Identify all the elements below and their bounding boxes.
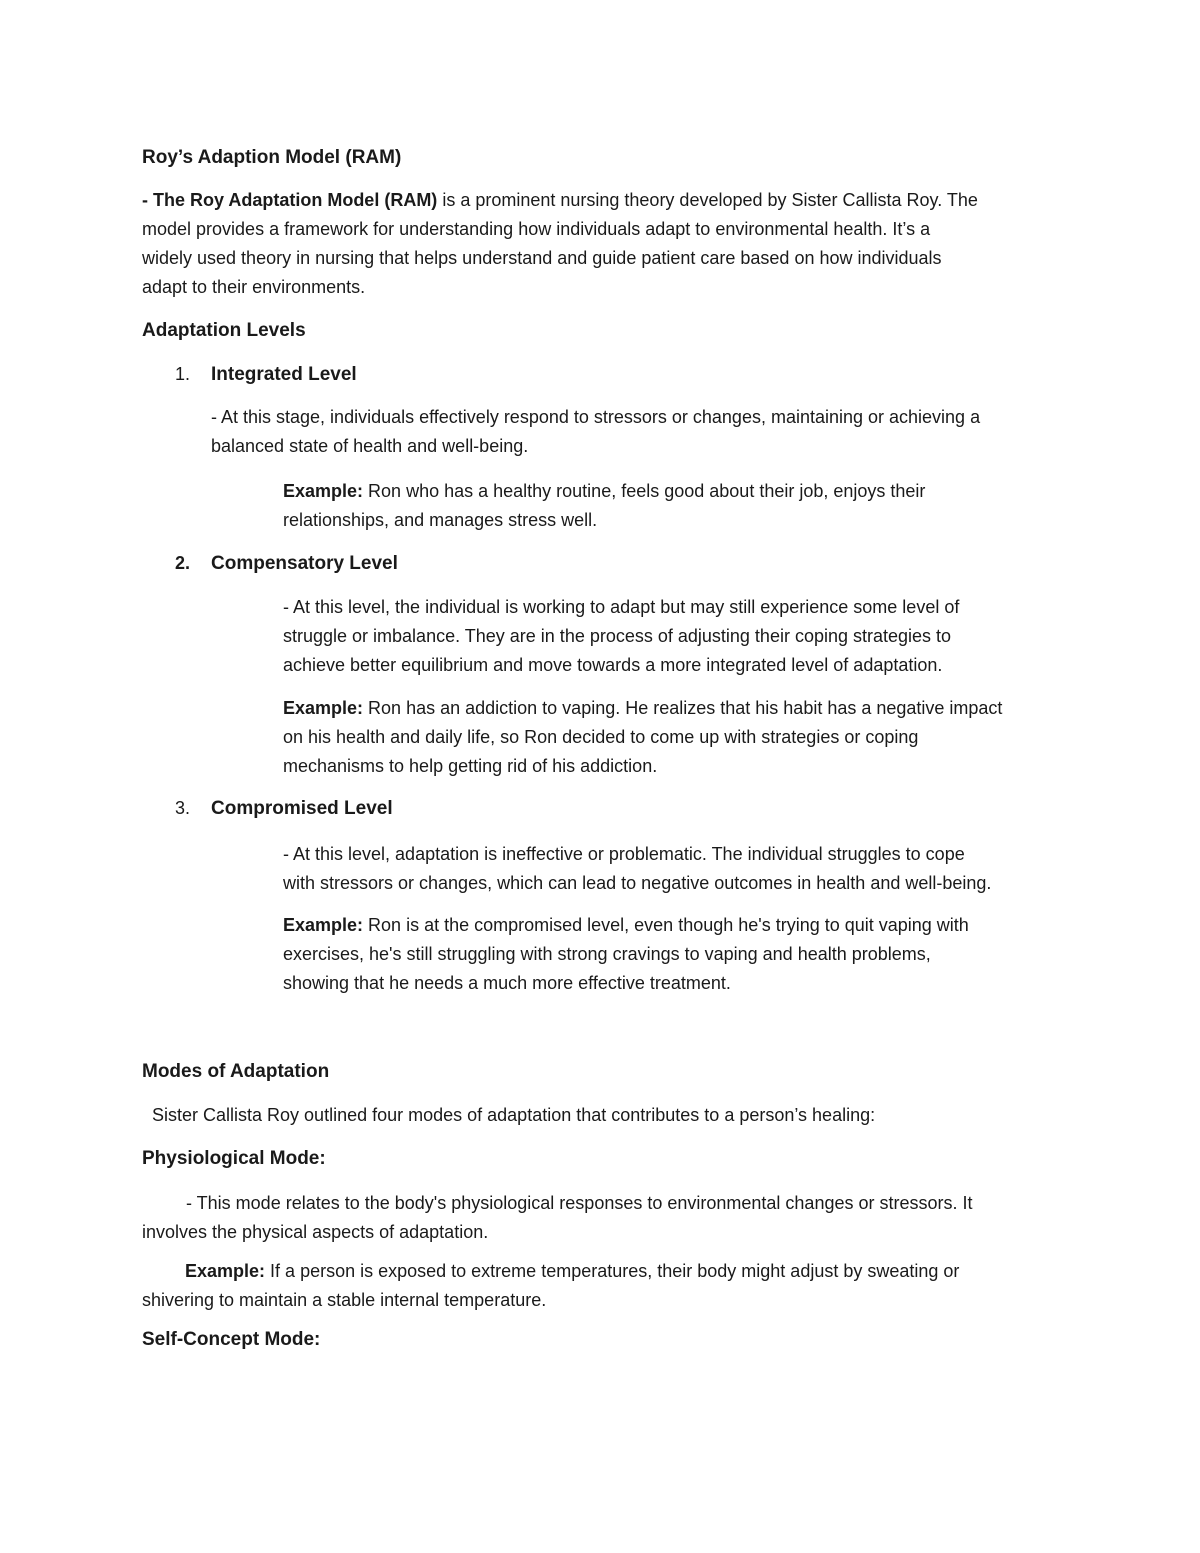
physiological-mode-description: - This mode relates to the body's physiological responses to environmental changes or stressors. It involves the physical aspects of adaptation. — [142, 1193, 973, 1242]
document-title: Roy’s Adaption Model (RAM) — [142, 147, 402, 168]
example-label: Example: — [283, 481, 364, 501]
example-label: Example: — [185, 1261, 266, 1281]
intro-paragraph: - The Roy Adaptation Model (RAM) is a prominent nursing theory developed by Sister Callista Roy. The model provides a framework for understanding how individuals adapt to environmental health. It’s a widely used theory in nursing that helps understand and guide patient care based on how individuals adapt to their environments. — [142, 190, 978, 297]
level-1-description: - At this stage, individuals effectively respond to stressors or changes, maintaining or achieving a balanced state of health and well-being. — [211, 407, 981, 456]
levels-heading: Adaptation Levels — [142, 320, 306, 341]
level-2-number: 2. — [175, 553, 191, 573]
level-3-title: Compromised Level — [211, 798, 393, 819]
self-concept-mode-heading: Self-Concept Mode: — [142, 1329, 321, 1350]
level-2-title: Compensatory Level — [211, 553, 398, 574]
physiological-mode-heading: Physiological Mode: — [142, 1148, 326, 1169]
level-1-number: 1. — [175, 364, 191, 384]
modes-intro: Sister Callista Roy outlined four modes of adaptation that contributes to a person’s healing: — [152, 1105, 876, 1125]
level-1-example: Example: Ron who has a healthy routine, feels good about their job, enjoys their relationships, and manages stress well. — [283, 481, 926, 530]
level-1-title: Integrated Level — [211, 364, 357, 385]
level-2-example: Example: Ron has an addiction to vaping. He realizes that his habit has a negative impact on his health and daily life, so Ron decided to come up with strategies or coping mechanisms to help getting rid of his addiction. — [283, 698, 1003, 776]
example-label: Example: — [283, 915, 364, 935]
level-2-description: - At this level, the individual is working to adapt but may still experience some level of struggle or imbalance. They are in the process of adjusting their coping strategies to achieve better equilibrium and move towards a more integrated level of adaptation. — [283, 597, 960, 675]
level-3-example: Example: Ron is at the compromised level, even though he's trying to quit vaping with exercises, he's still struggling with strong cravings to vaping and health problems, showing that he needs a much more effective treatment. — [283, 915, 969, 993]
intro-bold-term: - The Roy Adaptation Model (RAM) — [142, 190, 438, 210]
physiological-mode-example: Example: If a person is exposed to extreme temperatures, their body might adjust by sweating or shivering to maintain a stable internal temperature. — [142, 1261, 960, 1310]
level-3-description: - At this level, adaptation is ineffective or problematic. The individual struggles to cope with stressors or changes, which can lead to negative outcomes in health and well-being. — [283, 844, 992, 893]
modes-heading: Modes of Adaptation — [142, 1061, 330, 1082]
level-3-number: 3. — [175, 798, 191, 818]
example-label: Example: — [283, 698, 364, 718]
